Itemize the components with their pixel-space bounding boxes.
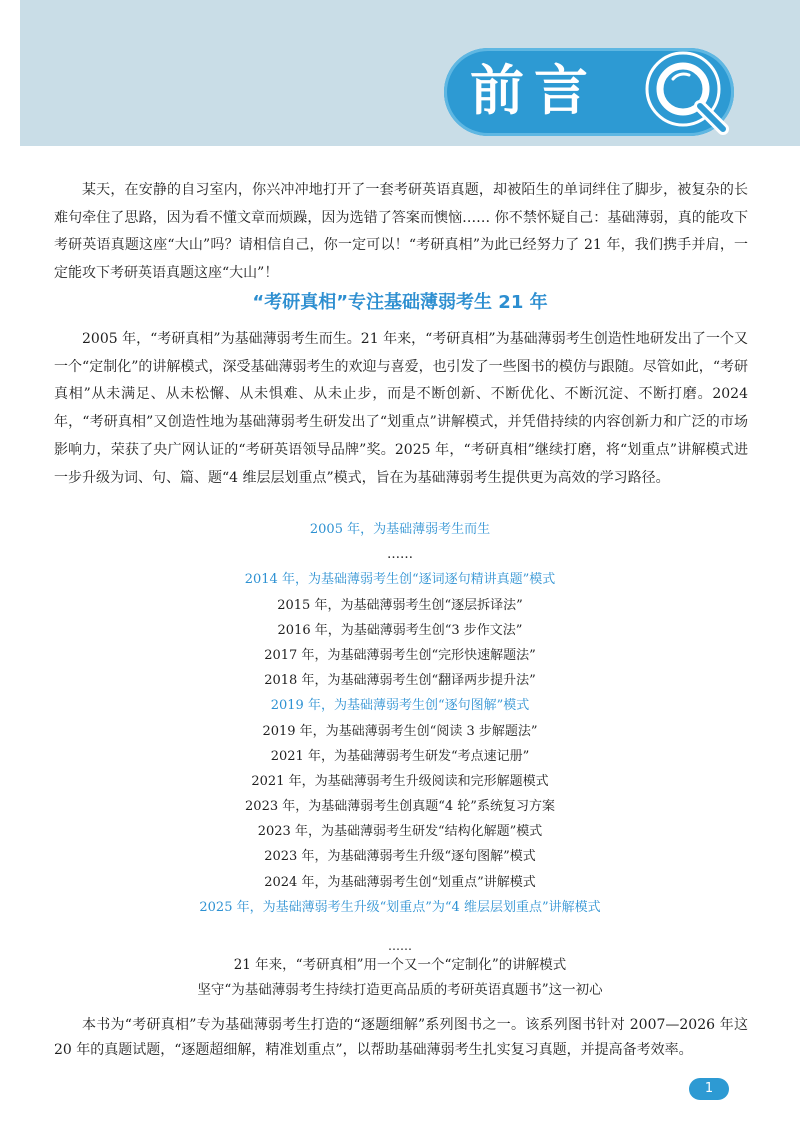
closing-ellipsis: …… bbox=[388, 939, 412, 953]
timeline-item: 2021 年，为基础薄弱考生升级阅读和完形解题模式 bbox=[251, 773, 549, 789]
timeline-item: 2023 年，为基础薄弱考生研发“结构化解题”模式 bbox=[257, 824, 543, 840]
timeline-item: 2014 年，为基础薄弱考生创“逐词逐句精讲真题”模式 bbox=[244, 572, 556, 588]
timeline-item: 2021 年，为基础薄弱考生研发“考点速记册” bbox=[270, 748, 530, 764]
page-number: 1 bbox=[689, 1078, 729, 1100]
timeline-list bbox=[0, 517, 800, 920]
timeline-item: 2016 年，为基础薄弱考生创“3 步作文法” bbox=[277, 622, 523, 638]
page-title: 前言 bbox=[470, 59, 598, 122]
closing-line-2: 坚守“为基础薄弱考生持续打造更高品质的考研英语真题书”这一初心 bbox=[197, 982, 603, 998]
closing-block bbox=[0, 939, 800, 1003]
timeline-item: 2018 年，为基础薄弱考生创“翻译两步提升法” bbox=[264, 673, 536, 689]
timeline-item: 2019 年，为基础薄弱考生创“逐句图解”模式 bbox=[270, 698, 530, 714]
timeline-item: 2025 年，为基础薄弱考生升级“划重点”为“4 维层层划重点”讲解模式 bbox=[199, 899, 601, 915]
timeline-item: 2024 年，为基础薄弱考生创“划重点”讲解模式 bbox=[264, 874, 536, 890]
timeline-item: 2017 年，为基础薄弱考生创“完形快速解题法” bbox=[264, 647, 536, 663]
section-heading: “考研真相”专注基础薄弱考生 21 年 bbox=[252, 292, 548, 313]
timeline-item: 2015 年，为基础薄弱考生创“逐层拆译法” bbox=[277, 597, 523, 613]
timeline-item: 2005 年，为基础薄弱考生而生 bbox=[309, 522, 491, 537]
final-paragraph: 本书为“考研真相”专为基础薄弱考生打造的“逐题细解”系列图书之一。该系列图书针对 2007—2026 年这 20 年的真题试题，“逐题超细解，精准划重点”，以帮助基础薄弱考生扎实复习真题，并提高备考效率。 bbox=[54, 1017, 748, 1058]
timeline-item: 2023 年，为基础薄弱考生升级“逐句图解”模式 bbox=[264, 849, 536, 865]
intro-paragraph: 某天，在安静的自习室内，你兴冲冲地打开了一套考研英语真题，却被陌生的单词绊住了脚步，被复杂的长难句牵住了思路，因为看不懂文章而烦躁，因为选错了答案而懊恼…… 你不禁怀疑自己：基础薄弱，真的能攻下考研英语真题这座“大山”吗？请相信自己，你一定可以！“考研真相”为此已经努力了 21 年，我们携手并肩，一定能攻下考研英语真题这座“大山”！ bbox=[54, 182, 748, 282]
timeline-ellipsis: …… bbox=[387, 547, 413, 563]
timeline-item: 2023 年，为基础薄弱考生创真题“4 轮”系统复习方案 bbox=[245, 799, 555, 815]
timeline-item: 2019 年，为基础薄弱考生创“阅读 3 步解题法” bbox=[262, 723, 538, 739]
magnifier-icon bbox=[643, 49, 733, 139]
closing-line-1: 21 年来，“考研真相”用一个又一个“定制化”的讲解模式 bbox=[233, 957, 567, 973]
main-paragraph: 2005 年，“考研真相”为基础薄弱考生而生。21 年来，“考研真相”为基础薄弱考生创造性地研发出了一个又一个“定制化”的讲解模式，深受基础薄弱考生的欢迎与喜爱，也引发了一些图书的模仿与跟随。尽管如此，“考研真相”从未满足、从未松懈、从未惧难、从未止步，而是不断创新、不断优化、不断沉淀、不断打磨。2024 年，“考研真相”又创造性地为基础薄弱考生研发出了“划重点”讲解模式，并凭借持续的内容创新力和广泛的市场影响力，荣获了央广网认证的“考研英语领导品牌”奖。2025 年，“考研真相”继续打磨，将“划重点”讲解模式进一步升级为词、句、篇、题“4 维层层划重点”模式，旨在为基础薄弱考生提供更为高效的学习路径。 bbox=[54, 331, 748, 486]
